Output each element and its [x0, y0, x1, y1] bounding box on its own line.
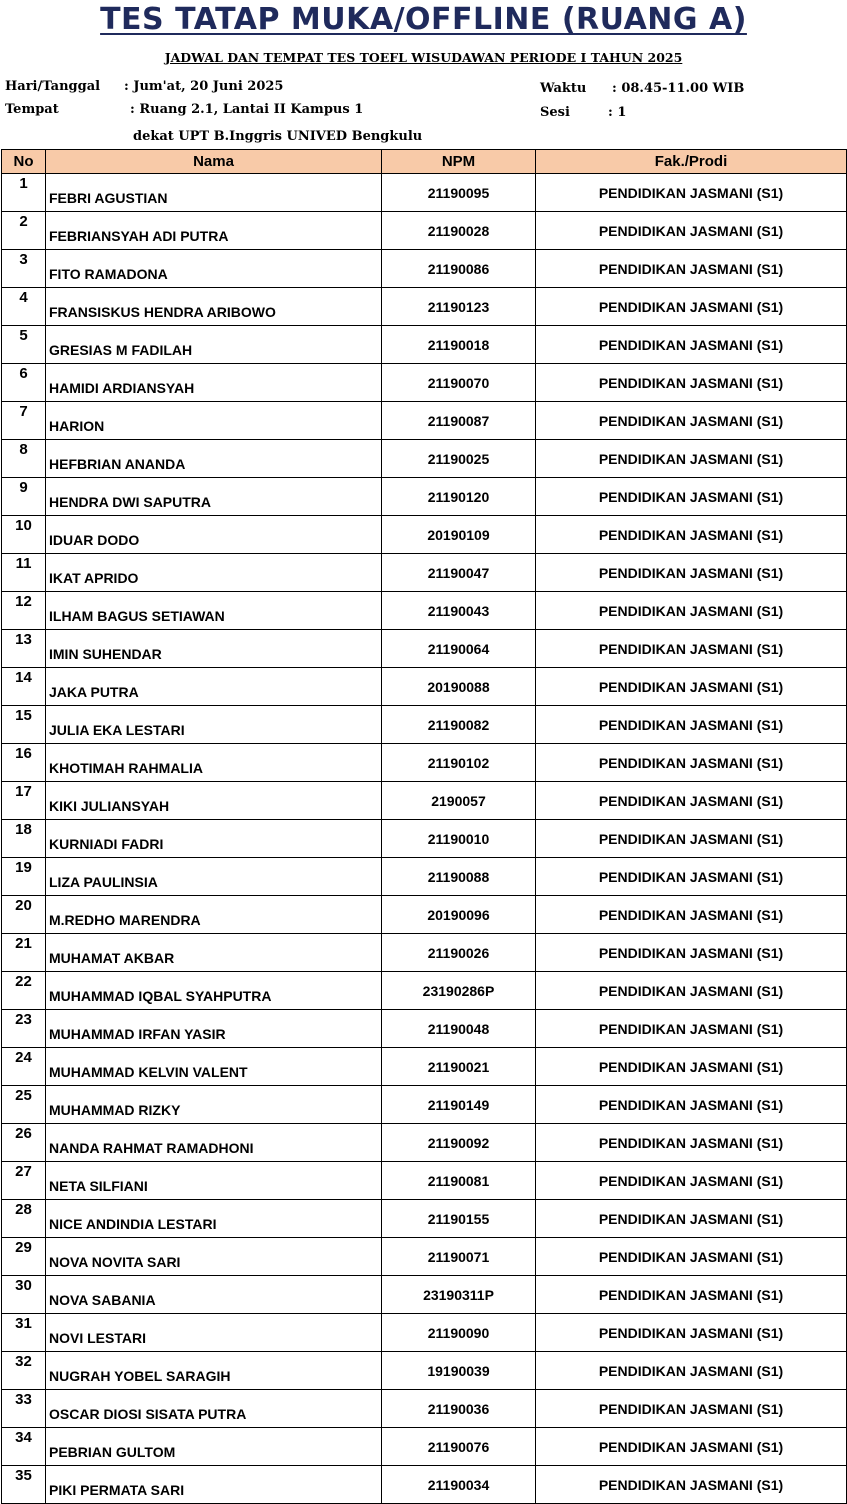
table-row [2, 896, 847, 934]
table-row [2, 668, 847, 706]
header-npm: NPM [382, 150, 536, 174]
row-prodi: PENDIDIKAN JASMANI (S1) [536, 630, 847, 668]
tempat-value: : Ruang 2.1, Lantai II Kampus 1 [130, 102, 364, 117]
row-name: FEBRI AGUSTIAN [46, 174, 382, 212]
row-npm: 19190039 [382, 1352, 536, 1390]
row-number: 4 [2, 288, 46, 326]
row-name: MUHAMMAD IQBAL SYAHPUTRA [46, 972, 382, 1010]
row-name: IKAT APRIDO [46, 554, 382, 592]
row-prodi: PENDIDIKAN JASMANI (S1) [536, 1390, 847, 1428]
row-number: 29 [2, 1238, 46, 1276]
row-npm: 21190102 [382, 744, 536, 782]
row-name: FITO RAMADONA [46, 250, 382, 288]
row-prodi: PENDIDIKAN JASMANI (S1) [536, 1010, 847, 1048]
row-name: HAMIDI ARDIANSYAH [46, 364, 382, 402]
row-number: 15 [2, 706, 46, 744]
row-name: MUHAMMAD KELVIN VALENT [46, 1048, 382, 1086]
row-prodi: PENDIDIKAN JASMANI (S1) [536, 820, 847, 858]
row-number: 13 [2, 630, 46, 668]
table-row [2, 364, 847, 402]
table-row [2, 972, 847, 1010]
row-number: 11 [2, 554, 46, 592]
row-prodi: PENDIDIKAN JASMANI (S1) [536, 440, 847, 478]
header-prodi: Fak./Prodi [536, 150, 847, 174]
participant-table [1, 149, 847, 1504]
row-number: 7 [2, 402, 46, 440]
row-npm: 21190048 [382, 1010, 536, 1048]
table-row [2, 630, 847, 668]
table-row [2, 1048, 847, 1086]
table-row [2, 858, 847, 896]
waktu-value: : 08.45-11.00 WIB [612, 81, 745, 96]
row-prodi: PENDIDIKAN JASMANI (S1) [536, 1314, 847, 1352]
table-row [2, 1010, 847, 1048]
row-name: IDUAR DODO [46, 516, 382, 554]
row-name: KURNIADI FADRI [46, 820, 382, 858]
row-npm: 21190047 [382, 554, 536, 592]
row-prodi: PENDIDIKAN JASMANI (S1) [536, 1200, 847, 1238]
hari-label: Hari/Tanggal [5, 79, 101, 94]
row-number: 14 [2, 668, 46, 706]
table-header-row [2, 150, 847, 174]
row-name: KHOTIMAH RAHMALIA [46, 744, 382, 782]
table-row [2, 1238, 847, 1276]
row-number: 27 [2, 1162, 46, 1200]
row-name: JULIA EKA LESTARI [46, 706, 382, 744]
row-npm: 21190064 [382, 630, 536, 668]
table-row [2, 1276, 847, 1314]
row-npm: 21190155 [382, 1200, 536, 1238]
row-npm: 21190087 [382, 402, 536, 440]
row-name: FRANSISKUS HENDRA ARIBOWO [46, 288, 382, 326]
table-row [2, 478, 847, 516]
row-number: 9 [2, 478, 46, 516]
row-number: 18 [2, 820, 46, 858]
row-npm: 21190092 [382, 1124, 536, 1162]
row-number: 25 [2, 1086, 46, 1124]
row-npm: 21190071 [382, 1238, 536, 1276]
row-name: NICE ANDINDIA LESTARI [46, 1200, 382, 1238]
row-npm: 21190021 [382, 1048, 536, 1086]
row-number: 31 [2, 1314, 46, 1352]
row-number: 1 [2, 174, 46, 212]
table-row [2, 174, 847, 212]
row-prodi: PENDIDIKAN JASMANI (S1) [536, 1124, 847, 1162]
table-row [2, 1390, 847, 1428]
row-number: 17 [2, 782, 46, 820]
tempat-value-line2: dekat UPT B.Inggris UNIVED Bengkulu [133, 129, 423, 144]
row-prodi: PENDIDIKAN JASMANI (S1) [536, 402, 847, 440]
row-number: 12 [2, 592, 46, 630]
row-number: 3 [2, 250, 46, 288]
row-npm: 20190109 [382, 516, 536, 554]
header-nama: Nama [46, 150, 382, 174]
row-prodi: PENDIDIKAN JASMANI (S1) [536, 1352, 847, 1390]
row-prodi: PENDIDIKAN JASMANI (S1) [536, 782, 847, 820]
row-npm: 21190082 [382, 706, 536, 744]
row-npm: 20190088 [382, 668, 536, 706]
row-number: 32 [2, 1352, 46, 1390]
row-prodi: PENDIDIKAN JASMANI (S1) [536, 288, 847, 326]
row-prodi: PENDIDIKAN JASMANI (S1) [536, 706, 847, 744]
table-row [2, 1314, 847, 1352]
row-number: 20 [2, 896, 46, 934]
row-npm: 21190070 [382, 364, 536, 402]
waktu-label: Waktu [540, 81, 587, 96]
row-prodi: PENDIDIKAN JASMANI (S1) [536, 1162, 847, 1200]
row-npm: 21190123 [382, 288, 536, 326]
row-name: NETA SILFIANI [46, 1162, 382, 1200]
row-prodi: PENDIDIKAN JASMANI (S1) [536, 668, 847, 706]
table-row [2, 516, 847, 554]
row-npm: 21190025 [382, 440, 536, 478]
table-row [2, 744, 847, 782]
page-subtitle: JADWAL DAN TEMPAT TES TOEFL WISUDAWAN PERIODE I TAHUN 2025 [164, 50, 683, 65]
row-number: 30 [2, 1276, 46, 1314]
page-title: TES TATAP MUKA/OFFLINE (RUANG A) [100, 2, 747, 37]
row-prodi: PENDIDIKAN JASMANI (S1) [536, 934, 847, 972]
row-prodi: PENDIDIKAN JASMANI (S1) [536, 1086, 847, 1124]
row-name: NOVA NOVITA SARI [46, 1238, 382, 1276]
row-npm: 21190120 [382, 478, 536, 516]
row-npm: 23190311P [382, 1276, 536, 1314]
row-npm: 21190028 [382, 212, 536, 250]
header-no: No [2, 150, 46, 174]
row-prodi: PENDIDIKAN JASMANI (S1) [536, 212, 847, 250]
row-name: NUGRAH YOBEL SARAGIH [46, 1352, 382, 1390]
row-npm: 21190026 [382, 934, 536, 972]
row-number: 23 [2, 1010, 46, 1048]
table-row [2, 288, 847, 326]
row-number: 21 [2, 934, 46, 972]
row-name: MUHAMMAD IRFAN YASIR [46, 1010, 382, 1048]
row-name: OSCAR DIOSI SISATA PUTRA [46, 1390, 382, 1428]
row-name: M.REDHO MARENDRA [46, 896, 382, 934]
row-prodi: PENDIDIKAN JASMANI (S1) [536, 1238, 847, 1276]
row-name: LIZA PAULINSIA [46, 858, 382, 896]
row-number: 19 [2, 858, 46, 896]
row-name: HEFBRIAN ANANDA [46, 440, 382, 478]
hari-value: : Jum'at, 20 Juni 2025 [124, 79, 284, 94]
row-npm: 21190081 [382, 1162, 536, 1200]
row-name: MUHAMMAD RIZKY [46, 1086, 382, 1124]
row-number: 28 [2, 1200, 46, 1238]
row-name: PIKI PERMATA SARI [46, 1466, 382, 1504]
table-row [2, 1162, 847, 1200]
row-name: JAKA PUTRA [46, 668, 382, 706]
row-name: MUHAMAT AKBAR [46, 934, 382, 972]
row-name: IMIN SUHENDAR [46, 630, 382, 668]
table-row [2, 402, 847, 440]
row-prodi: PENDIDIKAN JASMANI (S1) [536, 516, 847, 554]
table-row [2, 934, 847, 972]
row-name: ILHAM BAGUS SETIAWAN [46, 592, 382, 630]
table-row [2, 1428, 847, 1466]
row-npm: 21190010 [382, 820, 536, 858]
row-prodi: PENDIDIKAN JASMANI (S1) [536, 744, 847, 782]
row-name: NOVI LESTARI [46, 1314, 382, 1352]
row-name: KIKI JULIANSYAH [46, 782, 382, 820]
row-name: GRESIAS M FADILAH [46, 326, 382, 364]
row-npm: 21190090 [382, 1314, 536, 1352]
row-name: HARION [46, 402, 382, 440]
row-number: 33 [2, 1390, 46, 1428]
row-name: NOVA SABANIA [46, 1276, 382, 1314]
row-prodi: PENDIDIKAN JASMANI (S1) [536, 364, 847, 402]
row-prodi: PENDIDIKAN JASMANI (S1) [536, 174, 847, 212]
table-row [2, 782, 847, 820]
row-number: 6 [2, 364, 46, 402]
tempat-label: Tempat [5, 102, 59, 117]
row-npm: 21190086 [382, 250, 536, 288]
row-prodi: PENDIDIKAN JASMANI (S1) [536, 478, 847, 516]
row-number: 22 [2, 972, 46, 1010]
table-row [2, 1124, 847, 1162]
row-name: HENDRA DWI SAPUTRA [46, 478, 382, 516]
row-npm: 21190043 [382, 592, 536, 630]
table-row [2, 1200, 847, 1238]
row-npm: 2190057 [382, 782, 536, 820]
table-row [2, 820, 847, 858]
table-row [2, 706, 847, 744]
table-row [2, 1352, 847, 1390]
row-number: 10 [2, 516, 46, 554]
row-prodi: PENDIDIKAN JASMANI (S1) [536, 250, 847, 288]
row-prodi: PENDIDIKAN JASMANI (S1) [536, 592, 847, 630]
row-name: NANDA RAHMAT RAMADHONI [46, 1124, 382, 1162]
row-number: 34 [2, 1428, 46, 1466]
row-npm: 21190034 [382, 1466, 536, 1504]
table-row [2, 250, 847, 288]
row-number: 8 [2, 440, 46, 478]
row-npm: 21190149 [382, 1086, 536, 1124]
row-prodi: PENDIDIKAN JASMANI (S1) [536, 896, 847, 934]
row-number: 35 [2, 1466, 46, 1504]
row-number: 2 [2, 212, 46, 250]
table-row [2, 212, 847, 250]
row-prodi: PENDIDIKAN JASMANI (S1) [536, 858, 847, 896]
row-prodi: PENDIDIKAN JASMANI (S1) [536, 554, 847, 592]
row-prodi: PENDIDIKAN JASMANI (S1) [536, 1428, 847, 1466]
row-npm: 21190076 [382, 1428, 536, 1466]
row-prodi: PENDIDIKAN JASMANI (S1) [536, 1276, 847, 1314]
row-npm: 20190096 [382, 896, 536, 934]
table-row [2, 326, 847, 364]
row-number: 16 [2, 744, 46, 782]
row-npm: 21190088 [382, 858, 536, 896]
row-number: 24 [2, 1048, 46, 1086]
row-npm: 21190018 [382, 326, 536, 364]
table-row [2, 440, 847, 478]
row-number: 26 [2, 1124, 46, 1162]
sesi-label: Sesi [540, 105, 570, 120]
row-name: FEBRIANSYAH ADI PUTRA [46, 212, 382, 250]
row-npm: 21190095 [382, 174, 536, 212]
row-prodi: PENDIDIKAN JASMANI (S1) [536, 1466, 847, 1504]
row-npm: 23190286P [382, 972, 536, 1010]
row-prodi: PENDIDIKAN JASMANI (S1) [536, 972, 847, 1010]
table-row [2, 592, 847, 630]
table-row [2, 1086, 847, 1124]
row-number: 5 [2, 326, 46, 364]
table-body [2, 174, 847, 1504]
table-row [2, 554, 847, 592]
row-npm: 21190036 [382, 1390, 536, 1428]
sesi-value: : 1 [608, 105, 627, 120]
table-row [2, 1466, 847, 1504]
row-name: PEBRIAN GULTOM [46, 1428, 382, 1466]
row-prodi: PENDIDIKAN JASMANI (S1) [536, 326, 847, 364]
row-prodi: PENDIDIKAN JASMANI (S1) [536, 1048, 847, 1086]
